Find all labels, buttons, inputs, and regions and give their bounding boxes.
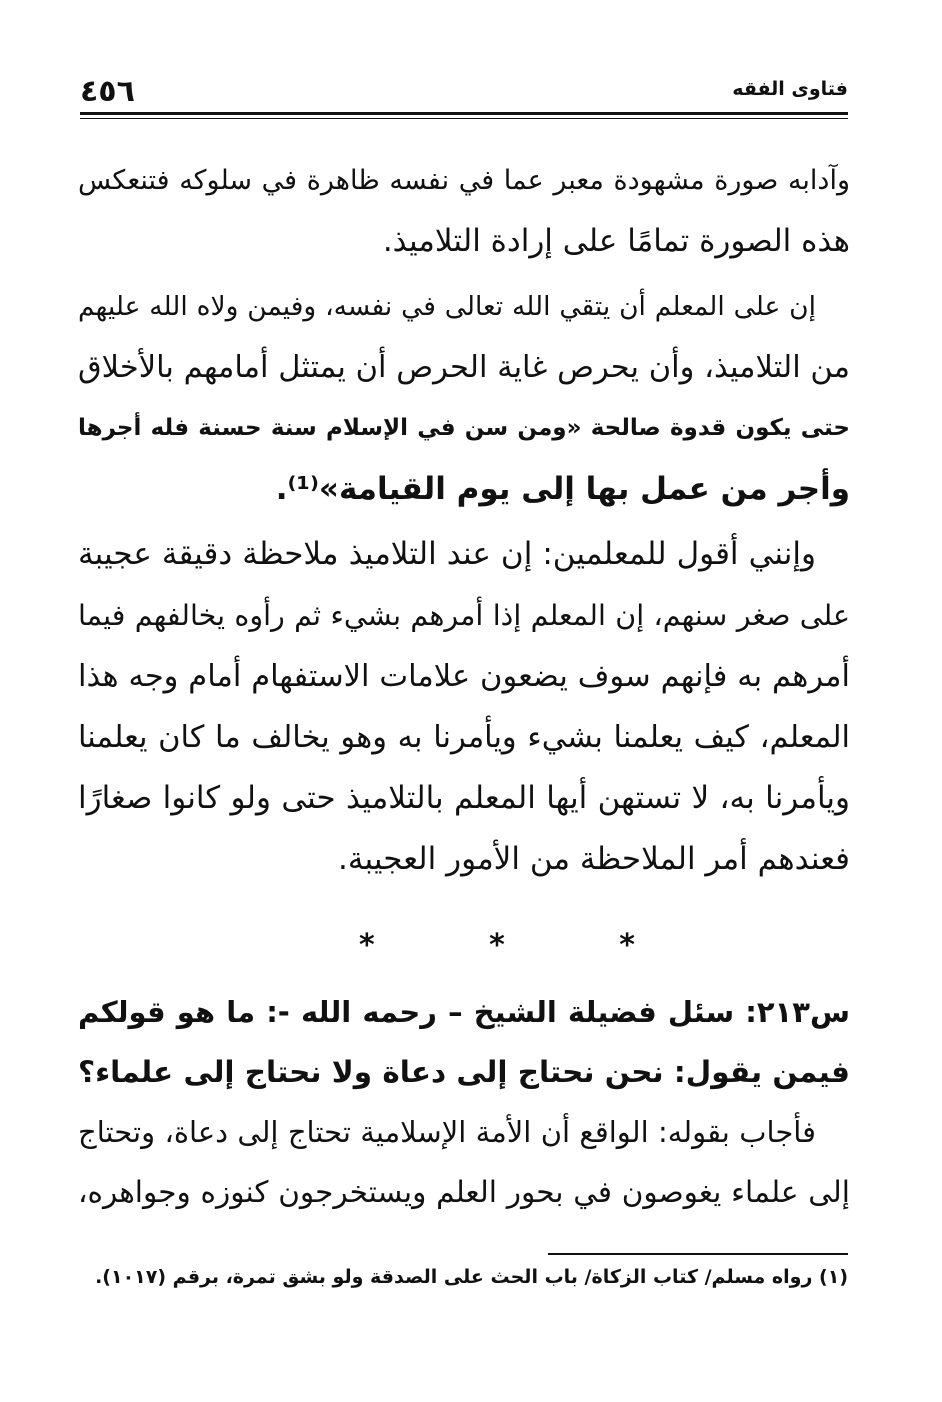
text-line: إن على المعلم أن يتقي الله تعالى في نفسه، وفيمن ولاه الله عليهم: [78, 291, 816, 322]
running-title: فتاوى الفقه: [732, 78, 848, 100]
question-line: س٢١٣: سئل فضيلة الشيخ – رحمه الله -: ما هو قولكم: [78, 995, 850, 1029]
header-rule-thin: [80, 118, 848, 119]
text-line: هذه الصورة تمامًا على إرادة التلاميذ.: [382, 223, 850, 259]
page-number: ٤٥٦: [80, 74, 135, 109]
text-line: على صغر سنهم، إن المعلم إذا أمرهم بشيء ثم رأوه يخالفهم فيما: [78, 599, 850, 632]
footnote: (١) رواه مسلم/ كتاب الزكاة/ باب الحث على الصدقة ولو بشق تمرة، برقم (١٠١٧).: [95, 1266, 848, 1288]
page-header: [80, 70, 848, 114]
text-line: وإنني أقول للمعلمين: إن عند التلاميذ ملاحظة دقيقة عجيبة: [78, 536, 816, 572]
header-rule-thick: [80, 112, 848, 115]
text-line: أمرهم به فإنهم سوف يضعون علامات الاستفهام أمام وجه هذا: [78, 659, 850, 694]
question-answer-block: [78, 982, 850, 1222]
text-line: حتى يكون قدوة صالحة «ومن سن في الإسلام سنة حسنة فله أجرها: [78, 415, 850, 441]
text-line: وآدابه صورة مشهودة معبر عما في نفسه ظاهرة في سلوكه فتنعكس: [78, 165, 850, 196]
question-line: فيمن يقول: نحن نحتاج إلى دعاة ولا نحتاج إلى علماء؟: [77, 1055, 850, 1089]
footnote-rule: [548, 1253, 848, 1255]
text-line: المعلم، كيف يعلمنا بشيء ويأمرنا به وهو يخالف ما كان يعلمنا: [78, 720, 850, 755]
text-line: وأجر من عمل بها إلى يوم القيامة»⁽¹⁾.: [275, 471, 850, 507]
text-line: من التلاميذ، وأن يحرص غاية الحرص أن يمتثل أمامهم بالأخلاق: [78, 350, 850, 385]
text-line: فعندهم أمر الملاحظة من الأمور العجيبة.: [338, 841, 850, 877]
text-line: ويأمرنا به، لا تستهن أيها المعلم بالتلاميذ حتى ولو كانوا صغارًا: [78, 780, 850, 816]
body-text: [78, 150, 850, 890]
section-separator-stars: * * *: [359, 928, 687, 963]
answer-line: إلى علماء يغوصون في بحور العلم ويستخرجون كنوزه وجواهره،: [78, 1175, 850, 1209]
answer-line: فأجاب بقوله: الواقع أن الأمة الإسلامية تحتاج إلى دعاة، وتحتاج: [78, 1115, 816, 1149]
